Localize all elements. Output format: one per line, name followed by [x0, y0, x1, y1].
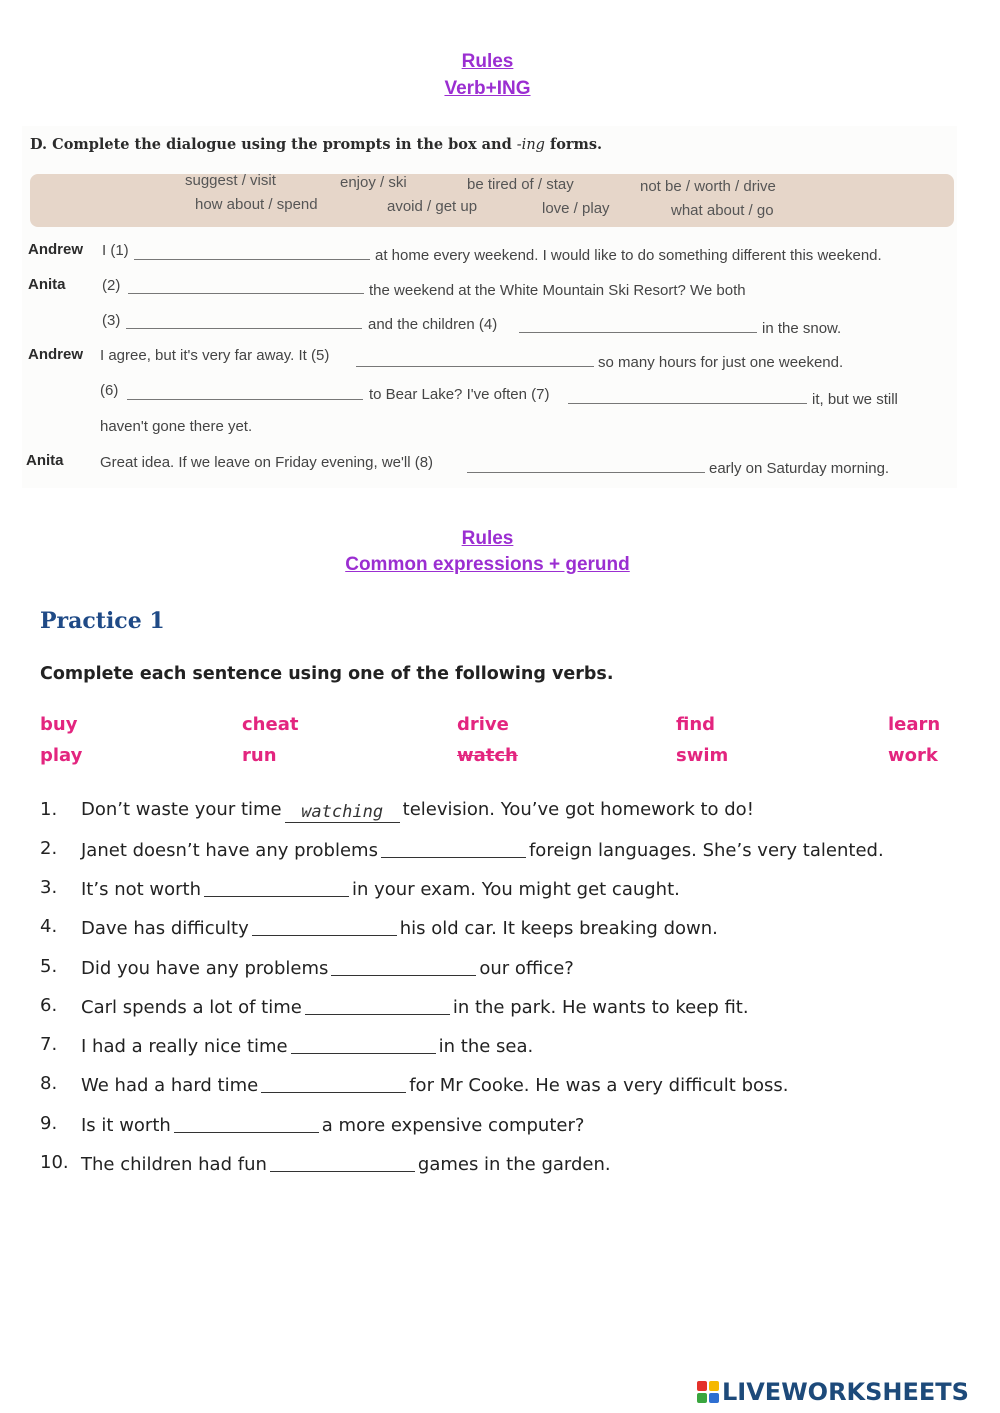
sentence-number: 4. — [40, 916, 58, 937]
sentence-row — [0, 1073, 960, 1101]
sentence-number: 10. — [40, 1152, 69, 1173]
rules-link[interactable]: Rules — [461, 51, 514, 72]
answer-blank-4[interactable] — [519, 332, 757, 333]
sentence-number: 5. — [40, 956, 58, 977]
rules-link-2[interactable]: Rules — [461, 528, 514, 549]
sentence-text: a more expensive computer? — [321, 1115, 585, 1136]
sentence-row — [0, 799, 960, 827]
logo-text: LIVEWORKSHEETS — [722, 1378, 969, 1406]
sentence-row — [0, 956, 960, 984]
answer-blank-6[interactable] — [127, 399, 363, 400]
dialogue-text: (2) — [102, 277, 121, 294]
sentence-text: Janet doesn’t have any problems — [81, 840, 378, 861]
sentence-text: in the sea. — [438, 1036, 534, 1057]
sentence-text: Carl spends a lot of time — [81, 997, 302, 1018]
sentence-number: 3. — [40, 877, 58, 898]
sentence-number: 1. — [40, 799, 58, 820]
sentence-row — [0, 1113, 960, 1141]
common-expressions-link[interactable]: Common expressions + gerund — [345, 554, 630, 575]
prompt-item: avoid / get up — [387, 198, 478, 215]
practice-title: Practice 1 — [40, 608, 165, 634]
answer-input[interactable] — [305, 995, 450, 1015]
sentence-number: 2. — [40, 838, 58, 859]
dialogue-text: the weekend at the White Mountain Ski Resort? We both — [369, 282, 746, 299]
dialogue-text: I agree, but it's very far away. It (5) — [100, 347, 330, 364]
sentence-text: We had a hard time — [81, 1075, 259, 1096]
verb-option: work — [888, 745, 938, 766]
answer-input[interactable] — [291, 1034, 436, 1054]
verb-option: cheat — [242, 714, 299, 735]
sentence-text: our office? — [479, 958, 574, 979]
sentence-row — [0, 1034, 960, 1062]
answer-input[interactable] — [261, 1073, 406, 1093]
dialogue-text: to Bear Lake? I've often (7) — [369, 386, 550, 403]
logo-mark-icon — [697, 1381, 721, 1405]
dialogue-text: I (1) — [102, 242, 129, 259]
sentence-text: his old car. It keeps breaking down. — [399, 918, 718, 939]
dialogue-text: (6) — [100, 382, 119, 399]
answer-input[interactable] — [331, 956, 476, 976]
dialogue-text: (3) — [102, 312, 121, 329]
verb-option: swim — [676, 745, 729, 766]
dialogue-text: Great idea. If we leave on Friday evening, we'll (8) — [100, 454, 434, 471]
prompt-box — [30, 174, 954, 227]
speaker-andrew: Andrew — [28, 346, 84, 363]
speaker-anita: Anita — [26, 452, 64, 469]
answer-input[interactable] — [174, 1113, 319, 1133]
sentence-text: in your exam. You might get caught. — [352, 879, 680, 900]
answer-blank-3[interactable] — [126, 328, 362, 329]
sentence-number: 7. — [40, 1034, 58, 1055]
prompt-item: how about / spend — [195, 196, 318, 213]
sentence-text: Is it worth — [81, 1115, 171, 1136]
sentence-text: It’s not worth — [81, 879, 201, 900]
answer-blank-5[interactable] — [356, 366, 594, 367]
answer-input[interactable] — [252, 916, 397, 936]
sentence-text: Don’t waste your time — [81, 799, 282, 820]
sentence-row — [0, 995, 960, 1023]
sentence-number: 9. — [40, 1113, 58, 1134]
dialogue-text: at home every weekend. I would like to do something different this weekend. — [375, 247, 882, 264]
sentence-row — [0, 877, 960, 905]
verb-ing-link[interactable]: Verb+ING — [444, 78, 531, 99]
sentence-text: for Mr Cooke. He was a very difficult boss. — [409, 1075, 789, 1096]
sentence-text: foreign languages. She’s very talented. — [528, 840, 884, 861]
sentence-text: Dave has difficulty — [81, 918, 249, 939]
exercise-d-scan — [22, 126, 957, 488]
sentence-text: games in the garden. — [417, 1154, 611, 1175]
instruction: Complete each sentence using one of the following verbs. — [40, 664, 614, 684]
dialogue-text: so many hours for just one weekend. — [598, 354, 844, 371]
sentence-text: Did you have any problems — [81, 958, 329, 979]
verb-option-used: watch — [457, 745, 518, 766]
sentence-text: I had a really nice time — [81, 1036, 288, 1057]
dialogue-text: in the snow. — [762, 320, 842, 337]
prompt-item: what about / go — [671, 202, 774, 219]
sentence-row — [0, 1152, 960, 1180]
answer-blank-8[interactable] — [467, 472, 705, 473]
dialogue-text: haven't gone there yet. — [100, 418, 253, 435]
sentence-text: television. You’ve got homework to do! — [402, 799, 754, 820]
prompt-item: not be / worth / drive — [640, 178, 776, 195]
dialogue-text: early on Saturday morning. — [709, 460, 890, 477]
verb-option: buy — [40, 714, 78, 735]
sentence-row — [0, 916, 960, 944]
prompt-item: enjoy / ski — [340, 174, 407, 191]
verb-option: play — [40, 745, 83, 766]
sentence-row — [0, 838, 960, 866]
answer-blank-2[interactable] — [128, 293, 364, 294]
sentence-text: The children had fun — [81, 1154, 267, 1175]
answer-blank-1[interactable] — [134, 259, 370, 260]
speaker-anita: Anita — [28, 276, 66, 293]
prompt-item: suggest / visit — [185, 172, 276, 189]
exercise-d-title: D. Complete the dialogue using the prompts in the box and -ing forms. — [30, 136, 603, 153]
sentence-number: 6. — [40, 995, 58, 1016]
answer-blank-7[interactable] — [568, 403, 807, 404]
answer-input[interactable] — [270, 1152, 415, 1172]
answer-input[interactable] — [381, 838, 526, 858]
verb-option: find — [676, 714, 716, 735]
prompt-item: love / play — [542, 200, 610, 217]
verb-option: drive — [457, 714, 509, 735]
verb-option: run — [242, 745, 277, 766]
verb-option: learn — [888, 714, 941, 735]
answer-input-filled[interactable]: watching — [285, 803, 400, 823]
sentence-number: 8. — [40, 1073, 58, 1094]
dialogue-text: and the children (4) — [368, 316, 498, 333]
answer-input[interactable] — [204, 877, 349, 897]
speaker-andrew: Andrew — [28, 241, 84, 258]
sentence-text: in the park. He wants to keep fit. — [452, 997, 749, 1018]
prompt-item: be tired of / stay — [467, 176, 574, 193]
dialogue-text: it, but we still — [812, 391, 898, 408]
